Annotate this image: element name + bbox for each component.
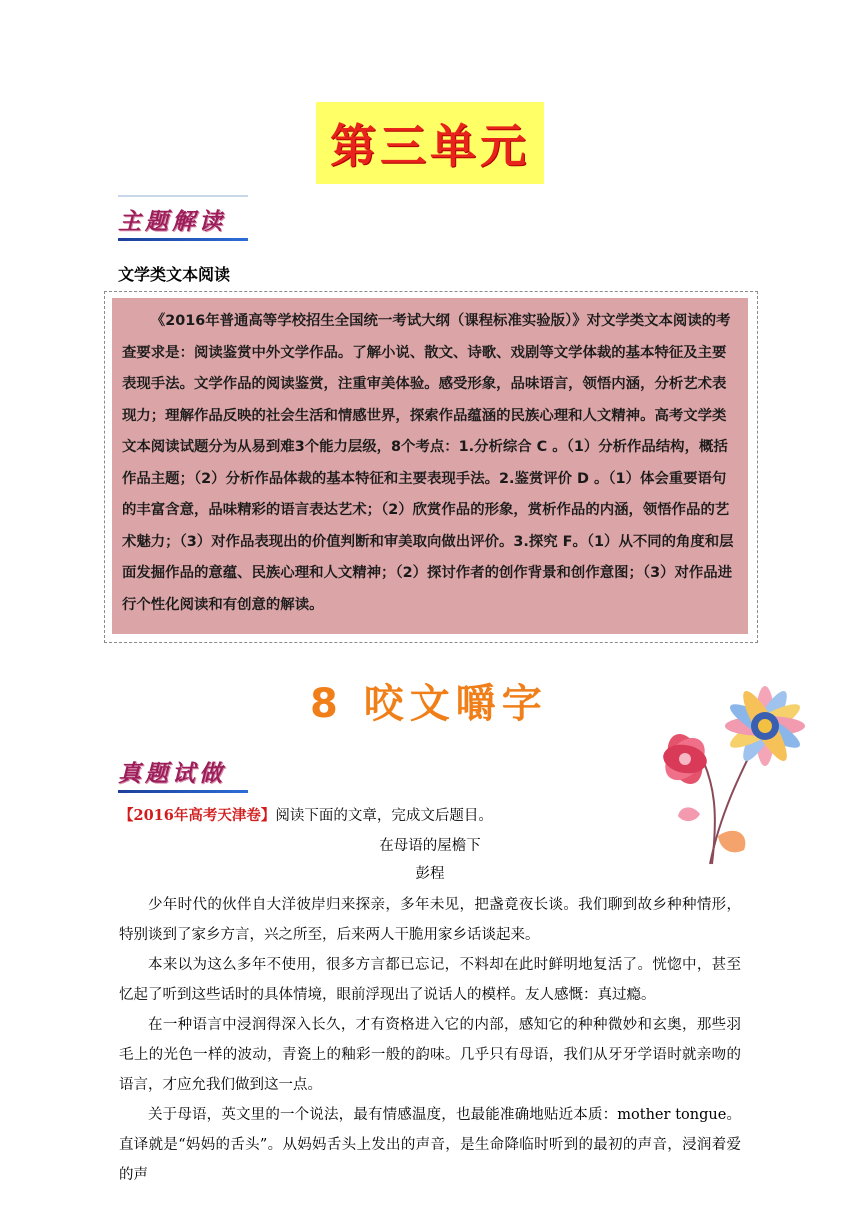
article-paragraph: 在一种语言中浸润得深入长久，才有资格进入它的内部，感知它的种种微妙和玄奥，那些羽毛上的光色一样的波动，青瓷上的釉彩一般的韵味。几乎只有母语，我们从牙牙学语时就亲吻的语言，才应允我们做到这一点。 [119, 1017, 741, 1093]
article-paragraph: 本来以为这么多年不使用，很多方言都已忘记，不料却在此时鲜明地复活了。恍惚中，甚至忆起了听到这些话时的具体情境，眼前浮现出了说话人的模样。友人感慨：真过瘾。 [119, 957, 741, 1003]
article-author: 彭程 [415, 866, 445, 882]
section-label: 主题解读 [118, 208, 226, 235]
divider [118, 238, 248, 241]
article-body [119, 890, 741, 1190]
exam-source: 【2016年高考天津卷】 [119, 807, 276, 824]
section-label: 真题试做 [118, 760, 226, 787]
lesson-title: 8 咬文嚼字 [310, 681, 548, 727]
subheading: 文学类文本阅读 [118, 265, 231, 284]
unit-banner [316, 102, 544, 184]
box-text: 《2016年普通高等学校招生全国统一考试大纲（课程标准实验版）》对文学类文本阅读的考查要求是：阅读鉴赏中外文学作品。了解小说、散文、诗歌、戏剧等文学体裁的基本特征及主要表现手法。文学作品的阅读鉴赏，注重审美体验。感受形象，品味语言，领悟内涵，分析艺术表现力；理解作品反映的社会生活和情感世界，探索作品蕴涵的民族心理和人文精神。高考文学类文本阅读试题分为从易到难3个能力层级，8个考点：1.分析综合 C 。（1）分析作品结构，概括作品主题；（2）分析作品体裁的基本特征和主要表现手法。2.鉴赏评价 D 。（1）体会重要语句的丰富含意，品味精彩的语言表达艺术；（2）欣赏作品的形象，赏析作品的内涵，领悟作品的艺术魅力；（3）对作品表现出的价值判断和审美取向做出评价。3.探究 F。（1）从不同的角度和层面发掘作品的意蕴、民族心理和人文精神；（2）探讨作者的创作背景和创作意图；（3）对作品进行个性化阅读和有创意的解读。 [122, 313, 734, 613]
divider [118, 790, 248, 793]
article-paragraph: 关于母语，英文里的一个说法，最有情感温度，也最能准确地贴近本质：mother tongue。直译就是“妈妈的舌头”。从妈妈舌头上发出的声音，是生命降临时听到的最初的声音，浸润着爱的声 [119, 1107, 741, 1183]
article-title: 在母语的屋檐下 [379, 838, 481, 854]
section-heading-theme [118, 195, 248, 241]
divider [118, 195, 248, 197]
exam-instruction: 阅读下面的文章，完成文后题目。 [275, 808, 493, 824]
exam-line [119, 804, 493, 825]
unit-banner-text: 第三单元 [330, 119, 530, 173]
article-paragraph: 少年时代的伙伴自大洋彼岸归来探亲，多年未见，把盏竟夜长谈。我们聊到故乡种种情形，特别谈到了家乡方言，兴之所至，后来两人干脆用家乡话谈起来。 [119, 897, 741, 943]
exam-requirements-box [112, 298, 748, 634]
section-heading-exam [118, 755, 248, 793]
